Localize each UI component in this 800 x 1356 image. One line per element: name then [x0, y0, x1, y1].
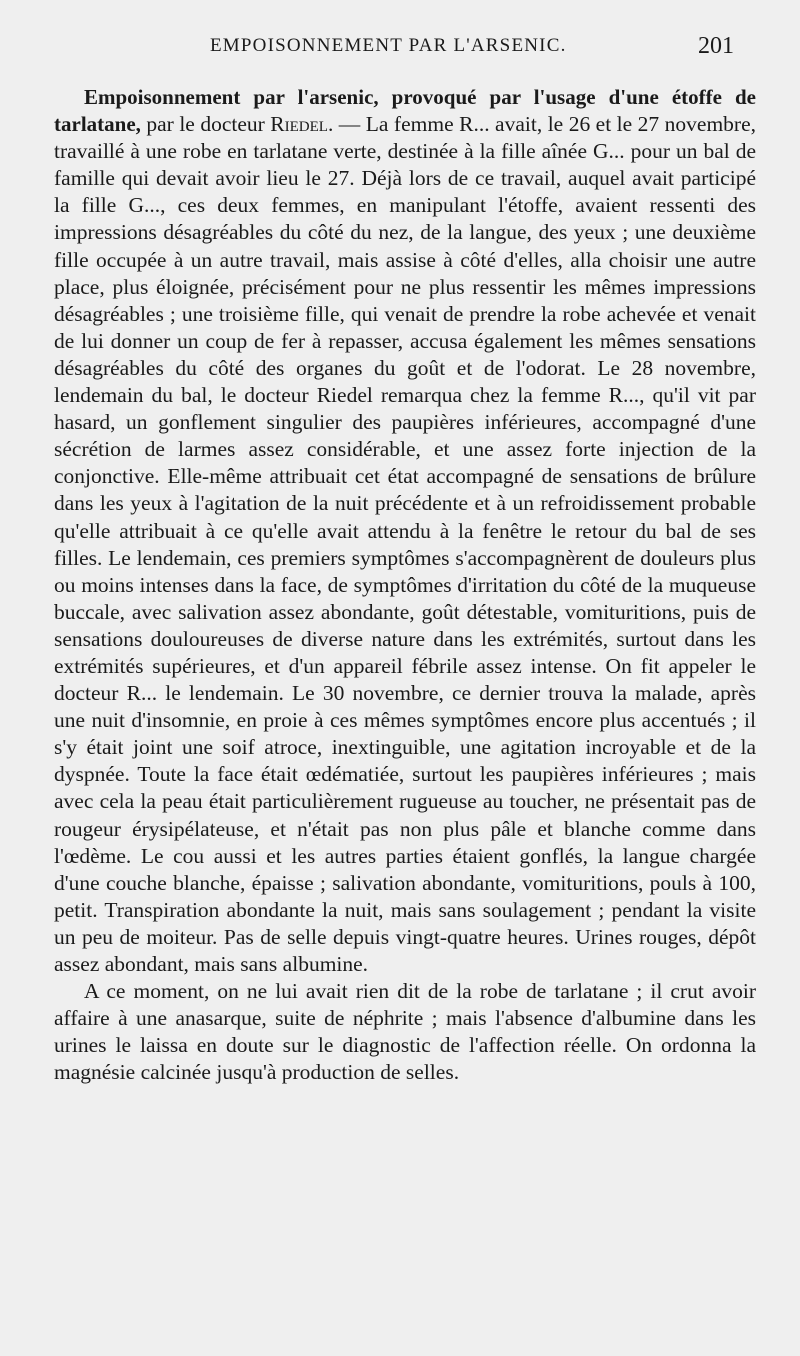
- paragraph-1-text: . — La femme R... avait, le 26 et le 27 novembre, travaillé à une robe en tarlatane verte, destinée à la fille aînée G... pour un bal de famille qui devait avoir lieu le 27. Déjà lors de ce travail, auquel avait participé la fille G..., ces deux femmes, en manipulant l'étoffe, avaient ressenti des impressions désagréables du côté du nez, de la langue, des yeux ; une deuxième fille occupée à un autre travail, mais assise à côté d'elles, alla choisir une autre place, plus éloignée, précisément pour ne plus ressentir les mêmes impressions désagréables ; une troisième fille, qui venait de prendre la robe achevée et venait de lui donner un coup de fer à repasser, accusa également les mêmes sensations désagréables du côté des organes du goût et de l'odorat. Le 28 novembre, lendemain du bal, le docteur Riedel remarqua chez la femme R..., qu'il vit par hasard, un gonflement singulier des paupières inférieures, accompagné d'une sécrétion de larmes assez considérable, et une assez forte injection de la conjonctive. Elle-même attribuait cet état accompagné de sensations de brûlure dans les yeux à l'agitation de la nuit précédente et à un refroidissement probable qu'elle attribuait à ce qu'elle avait attendu à la fenêtre le retour du bal de ses filles. Le lendemain, ces premiers symptômes s'accompagnèrent de douleurs plus ou moins intenses dans la face, de symptômes d'irritation du côté de la muqueuse buccale, avec salivation assez abondante, goût détestable, vomituritions, puis de sensations douloureuses de diverse nature dans les extrémités, surtout dans les extrémités supérieures, et d'un appareil fébrile assez intense. On fit appeler le docteur R... le lendemain. Le 30 novembre, ce dernier trouva la malade, après une nuit d'insomnie, en proie à ces mêmes symptômes encore plus accentués ; il s'y était joint une soif atroce, inextinguible, une agitation incroyable et de la dyspnée. Toute la face était œdématiée, surtout les paupières inférieures ; mais avec cela la peau était particulièrement rugueuse au toucher, ne présentait pas de rougeur érysipélateuse, et n'était pas non plus pâle et blanche comme dans l'œdème. Le cou aussi et les autres parties étaient gonflés, la langue chargée d'une couche blanche, épaisse ; salivation abondante, vomituritions, pouls à 100, petit. Transpiration abondante la nuit, mais sans soulagement ; pendant la visite un peu de moiteur. Pas de selle depuis vingt-quatre heures. Urines rouges, dépôt assez abondant, mais sans albumine.: [54, 112, 756, 976]
- page-number: 201: [698, 33, 734, 59]
- section-title: Empoisonnement par l'arsenic, provoqué par l'usage d'une étoffe de tarlatane,: [54, 85, 756, 137]
- article-body: [54, 84, 756, 1086]
- paragraph-1: [54, 84, 756, 978]
- byline-prefix: par le docteur: [146, 112, 271, 137]
- running-title: EMPOISONNEMENT PAR L'ARSENIC.: [210, 35, 567, 56]
- paragraph-2: A ce moment, on ne lui avait rien dit de la robe de tarlatane ; il crut avoir affaire à une anasarque, suite de néphrite ; mais l'absence d'albumine dans les urines le laissa en doute sur le diagnostic de l'affection réelle. On ordonna la magnésie calcinée jusqu'à production de selles.: [54, 979, 756, 1085]
- page-header: [0, 33, 800, 69]
- author-name: Riedel: [270, 112, 328, 137]
